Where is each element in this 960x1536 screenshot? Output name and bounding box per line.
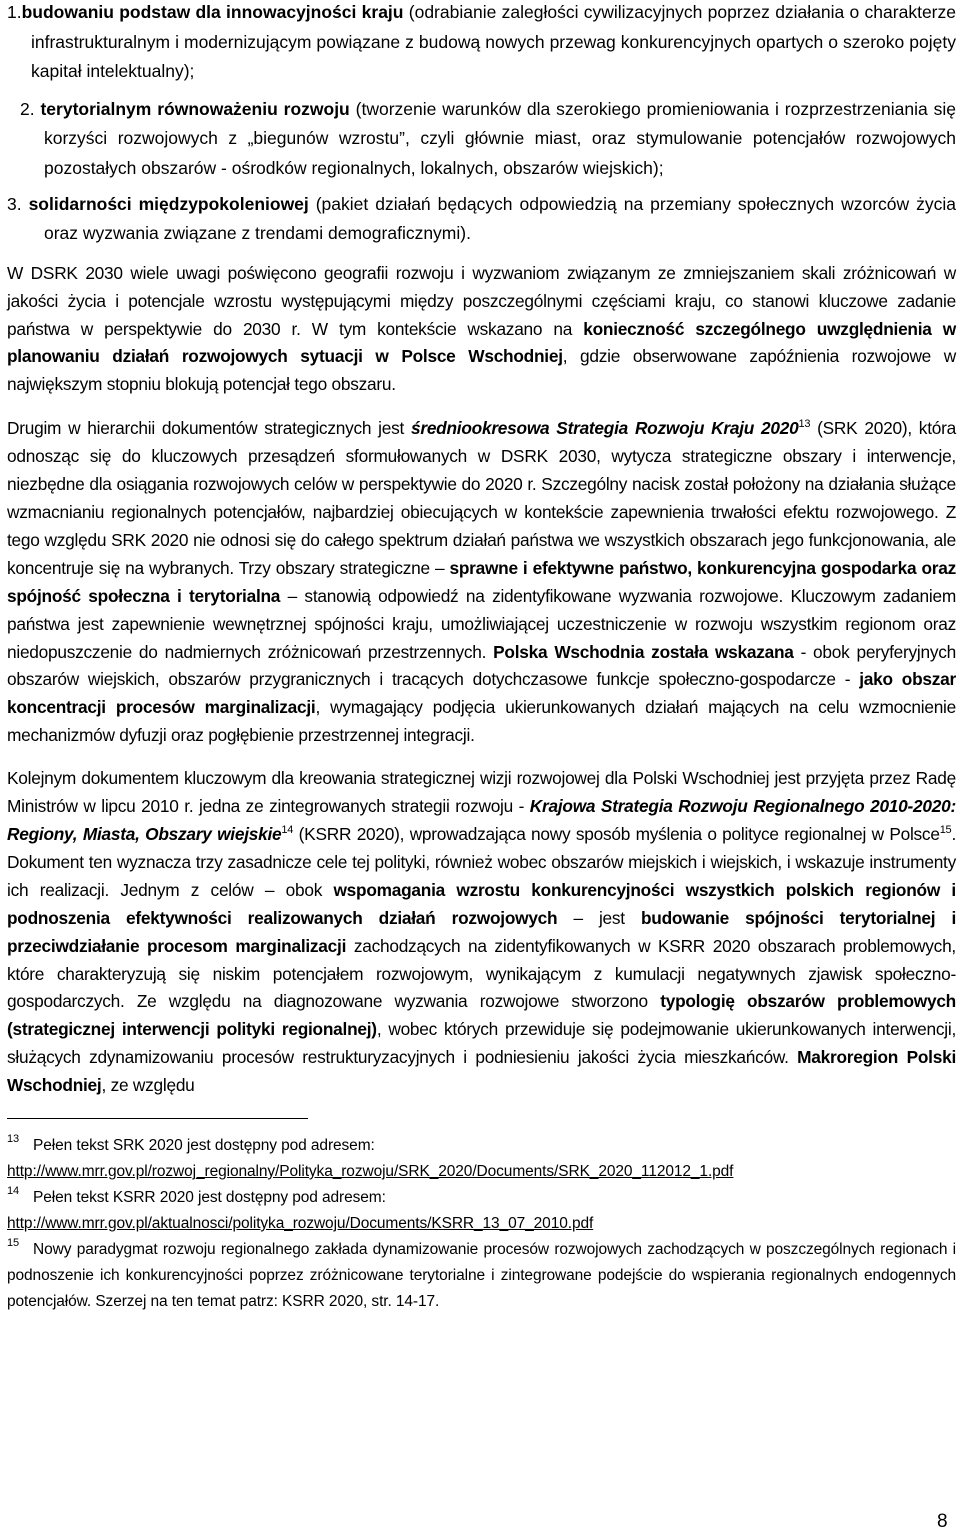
list-number: 3. (7, 193, 22, 214)
list-item-text: (odrabianie zaległości cywilizacyjnych poprzez działania o charakterze infrastrukturalnym i modernizującym powiązane z budową nowych przewag konkurencyjnych opartych o szeroko pojęty kapitał intelektualny); (31, 2, 956, 82)
footnote-text: Pełen tekst SRK 2020 jest dostępny pod adresem: (33, 1137, 375, 1155)
list-item-1 (7, 0, 956, 87)
text-run: zachodzących na zidentyfikowanych w KSRR 2020 obszarach problemowych, które charakteryzują się niskim potencjałem rozwojowym, wynikającym z kumulacji negatywnych zjawisk społeczno-gospodarczych. Ze względu na diagnozowane wyzwania rozwojowe stworzono (7, 935, 956, 1012)
footnote-separator (7, 1118, 308, 1119)
bold-run: wspomagania wzrostu konkurencyjności wszystkich polskich regionów i podnoszenia efektywności realizowanych działań rozwojowych (7, 879, 956, 928)
footnote-text: Pełen tekst KSRR 2020 jest dostępny pod adresem: (33, 1189, 386, 1207)
text-run: . Dokument ten wyznacza trzy zasadnicze cele tej polityki, również wobec obszarów miejskich i wiejskich, i wskazuje instrumenty ich realizacji. Jednym z celów – obok (7, 823, 956, 900)
text-run: Drugim w hierarchii dokumentów strategicznych jest (7, 418, 411, 439)
list-item-bold: budowaniu podstaw dla innowacyjności kraju (21, 2, 404, 22)
text-run: Kolejnym dokumentem kluczowym dla kreowania strategicznej wizji rozwojowej dla Polski Wschodniej jest przyjęta przez Radę Ministrów w lipcu 2010 r. jedna ze zintegrowanych strategii rozwoju - (7, 768, 956, 817)
text-run: – jest (557, 907, 641, 928)
footnote-number: 13 (7, 1133, 20, 1146)
list-item-text: (tworzenie warunków dla szerokiego promieniowania i rozprzestrzeniania się korzyści rozwojowych z „biegunów wzrostu”, czyli głównie miast, oraz stymulowanie potencjałów rozwojowych pozostałych obszarów - ośrodków regionalnych, lokalnych, obszarów wiejskich); (44, 98, 956, 178)
bold-run: Makroregion Polski Wschodniej (7, 1047, 956, 1096)
footnote-14 (7, 1185, 956, 1237)
document-page (7, 0, 956, 1315)
bold-run: jako obszar koncentracji procesów marginalizacji (7, 669, 956, 718)
text-run: , ze względu (101, 1075, 195, 1096)
bold-run: konieczność szczególnego uwzględnienia w planowaniu działań rozwojowych sytuacji w Polsce Wschodniej (7, 318, 956, 367)
text-run: , wobec których przewiduje się podejmowanie ukierunkowanych interwencji, służących zdynamizowaniu procesów restrukturyzacyjnych i podniesieniu jakości życia mieszkańców. (7, 1019, 957, 1068)
paragraph-ksrr (7, 765, 956, 1100)
text-run: , wymagający podjęcia ukierunkowanych działań mających na celu wzmocnienie mechanizmów dyfuzji oraz pogłębienie przestrzennej integracji. (7, 697, 956, 746)
footnote-13 (7, 1133, 956, 1185)
footnote-number: 15 (7, 1237, 20, 1250)
bold-run: budowanie spójności terytorialnej i przeciwdziałanie procesom marginalizacji (7, 907, 957, 956)
footnote-text: Nowy paradygmat rozwoju regionalnego zakłada dynamizowanie procesów rozwojowych zachodzących w poszczególnych regionach i podnoszenie ich konkurencyjności poprzez zróżnicowane terytorialne i zintegrowane podejście do wspierania regionalnych endogennych potencjałów. Szerzej na ten temat patrz: KSRR 2020, str. 14-17. (7, 1241, 956, 1311)
paragraph-srk (7, 415, 956, 750)
footnote-link[interactable]: http://www.mrr.gov.pl/rozwoj_regionalny/Polityka_rozwoju/SRK_2020/Documents/SRK_2020_112012_1.pdf (7, 1163, 734, 1181)
bold-italic-run: średniookresowa Strategia Rozwoju Kraju 2020 (410, 418, 799, 439)
text-run: - obok peryferyjnych obszarów wiejskich, obszarów przygranicznych i tracących dotychczasowe funkcje społeczno-gospodarcze - (7, 641, 956, 690)
footnote-ref[interactable]: 13 (798, 418, 811, 431)
footnote-ref[interactable]: 14 (281, 823, 294, 836)
page-number: 8 (937, 1511, 948, 1532)
text-run: (SRK 2020), która odnosząc się do kluczowych przesądzeń sformułowanych w DSRK 2030, wytycza strategiczne obszary i interwencje, niezbędne dla osiągania rozwojowych celów w perspektywie do 2020 r. Szczególny nacisk został położony na działania służące wzmacnianiu regionalnych potencjałów, najbardziej obiecujących w kontekście zapewnienia trwałości efektu rozwojowego. Z tego względu SRK 2020 nie odnosi się do całego spektrum działań państwa we wszystkich obszarach jego funkcjonowania, ale koncentruje się na wybranych. Trzy obszary strategiczne – (7, 418, 956, 578)
text-run: – stanowią odpowiedź na zidentyfikowane wyzwania rozwojowe. Kluczowym zadaniem państwa jest zapewnienie wewnętrznej spójności kraju, umożliwiającej uczestniczenie w rozwoju wszystkim regionom oraz niedopuszczenie do nadmiernych zróżnicowań przestrzennych. (7, 585, 956, 662)
bold-run: Polska Wschodnia została wskazana (493, 641, 794, 662)
list-number: 1. (7, 2, 22, 22)
list-number: 2. (20, 98, 35, 119)
list-item-bold: solidarności międzypokoleniowej (28, 193, 309, 214)
bold-run: typologię obszarów problemowych (strategicznej interwencji polityki regionalnej) (7, 991, 956, 1040)
bold-italic-run: Krajowa Strategia Rozwoju Regionalnego 2010-2020: Regiony, Miasta, Obszary wiejskie (7, 796, 956, 844)
text-run: W DSRK 2030 wiele uwagi poświęcono geografii rozwoju i wyzwaniom związanym ze zmniejszaniem skali zróżnicowań w jakości życia i potencjale wzrostu występującymi między poszczególnymi częściami kraju, co stanowi kluczowe zadanie państwa w perspektywie do 2030 r. W tym kontekście wskazano na (7, 262, 956, 339)
footnote-ref[interactable]: 15 (939, 823, 952, 836)
text-run: , gdzie obserwowane zapóźnienia rozwojowe w największym stopniu blokują potencjał tego obszaru. (7, 346, 957, 395)
footnote-link[interactable]: http://www.mrr.gov.pl/aktualnosci/polityka_rozwoju/Documents/KSRR_13_07_2010.pdf (7, 1215, 594, 1233)
paragraph-dsrk (7, 260, 956, 400)
footnote-15 (7, 1237, 956, 1315)
list-item-2 (7, 95, 956, 184)
list-item-bold: terytorialnym równoważeniu rozwoju (40, 98, 350, 119)
footnote-number: 14 (7, 1185, 20, 1198)
bold-run: sprawne i efektywne państwo, konkurencyjna gospodarka oraz spójność społeczna i terytorialna (7, 557, 956, 606)
list-item-3 (7, 190, 956, 249)
list-item-text: (pakiet działań będących odpowiedzią na przemiany społecznych wzorców życia oraz wyzwania związane z trendami demograficznymi). (44, 193, 956, 244)
footnotes (7, 1133, 956, 1315)
text-run: (KSRR 2020), wprowadzająca nowy sposób myślenia o polityce regionalnej w Polsce (293, 823, 940, 844)
